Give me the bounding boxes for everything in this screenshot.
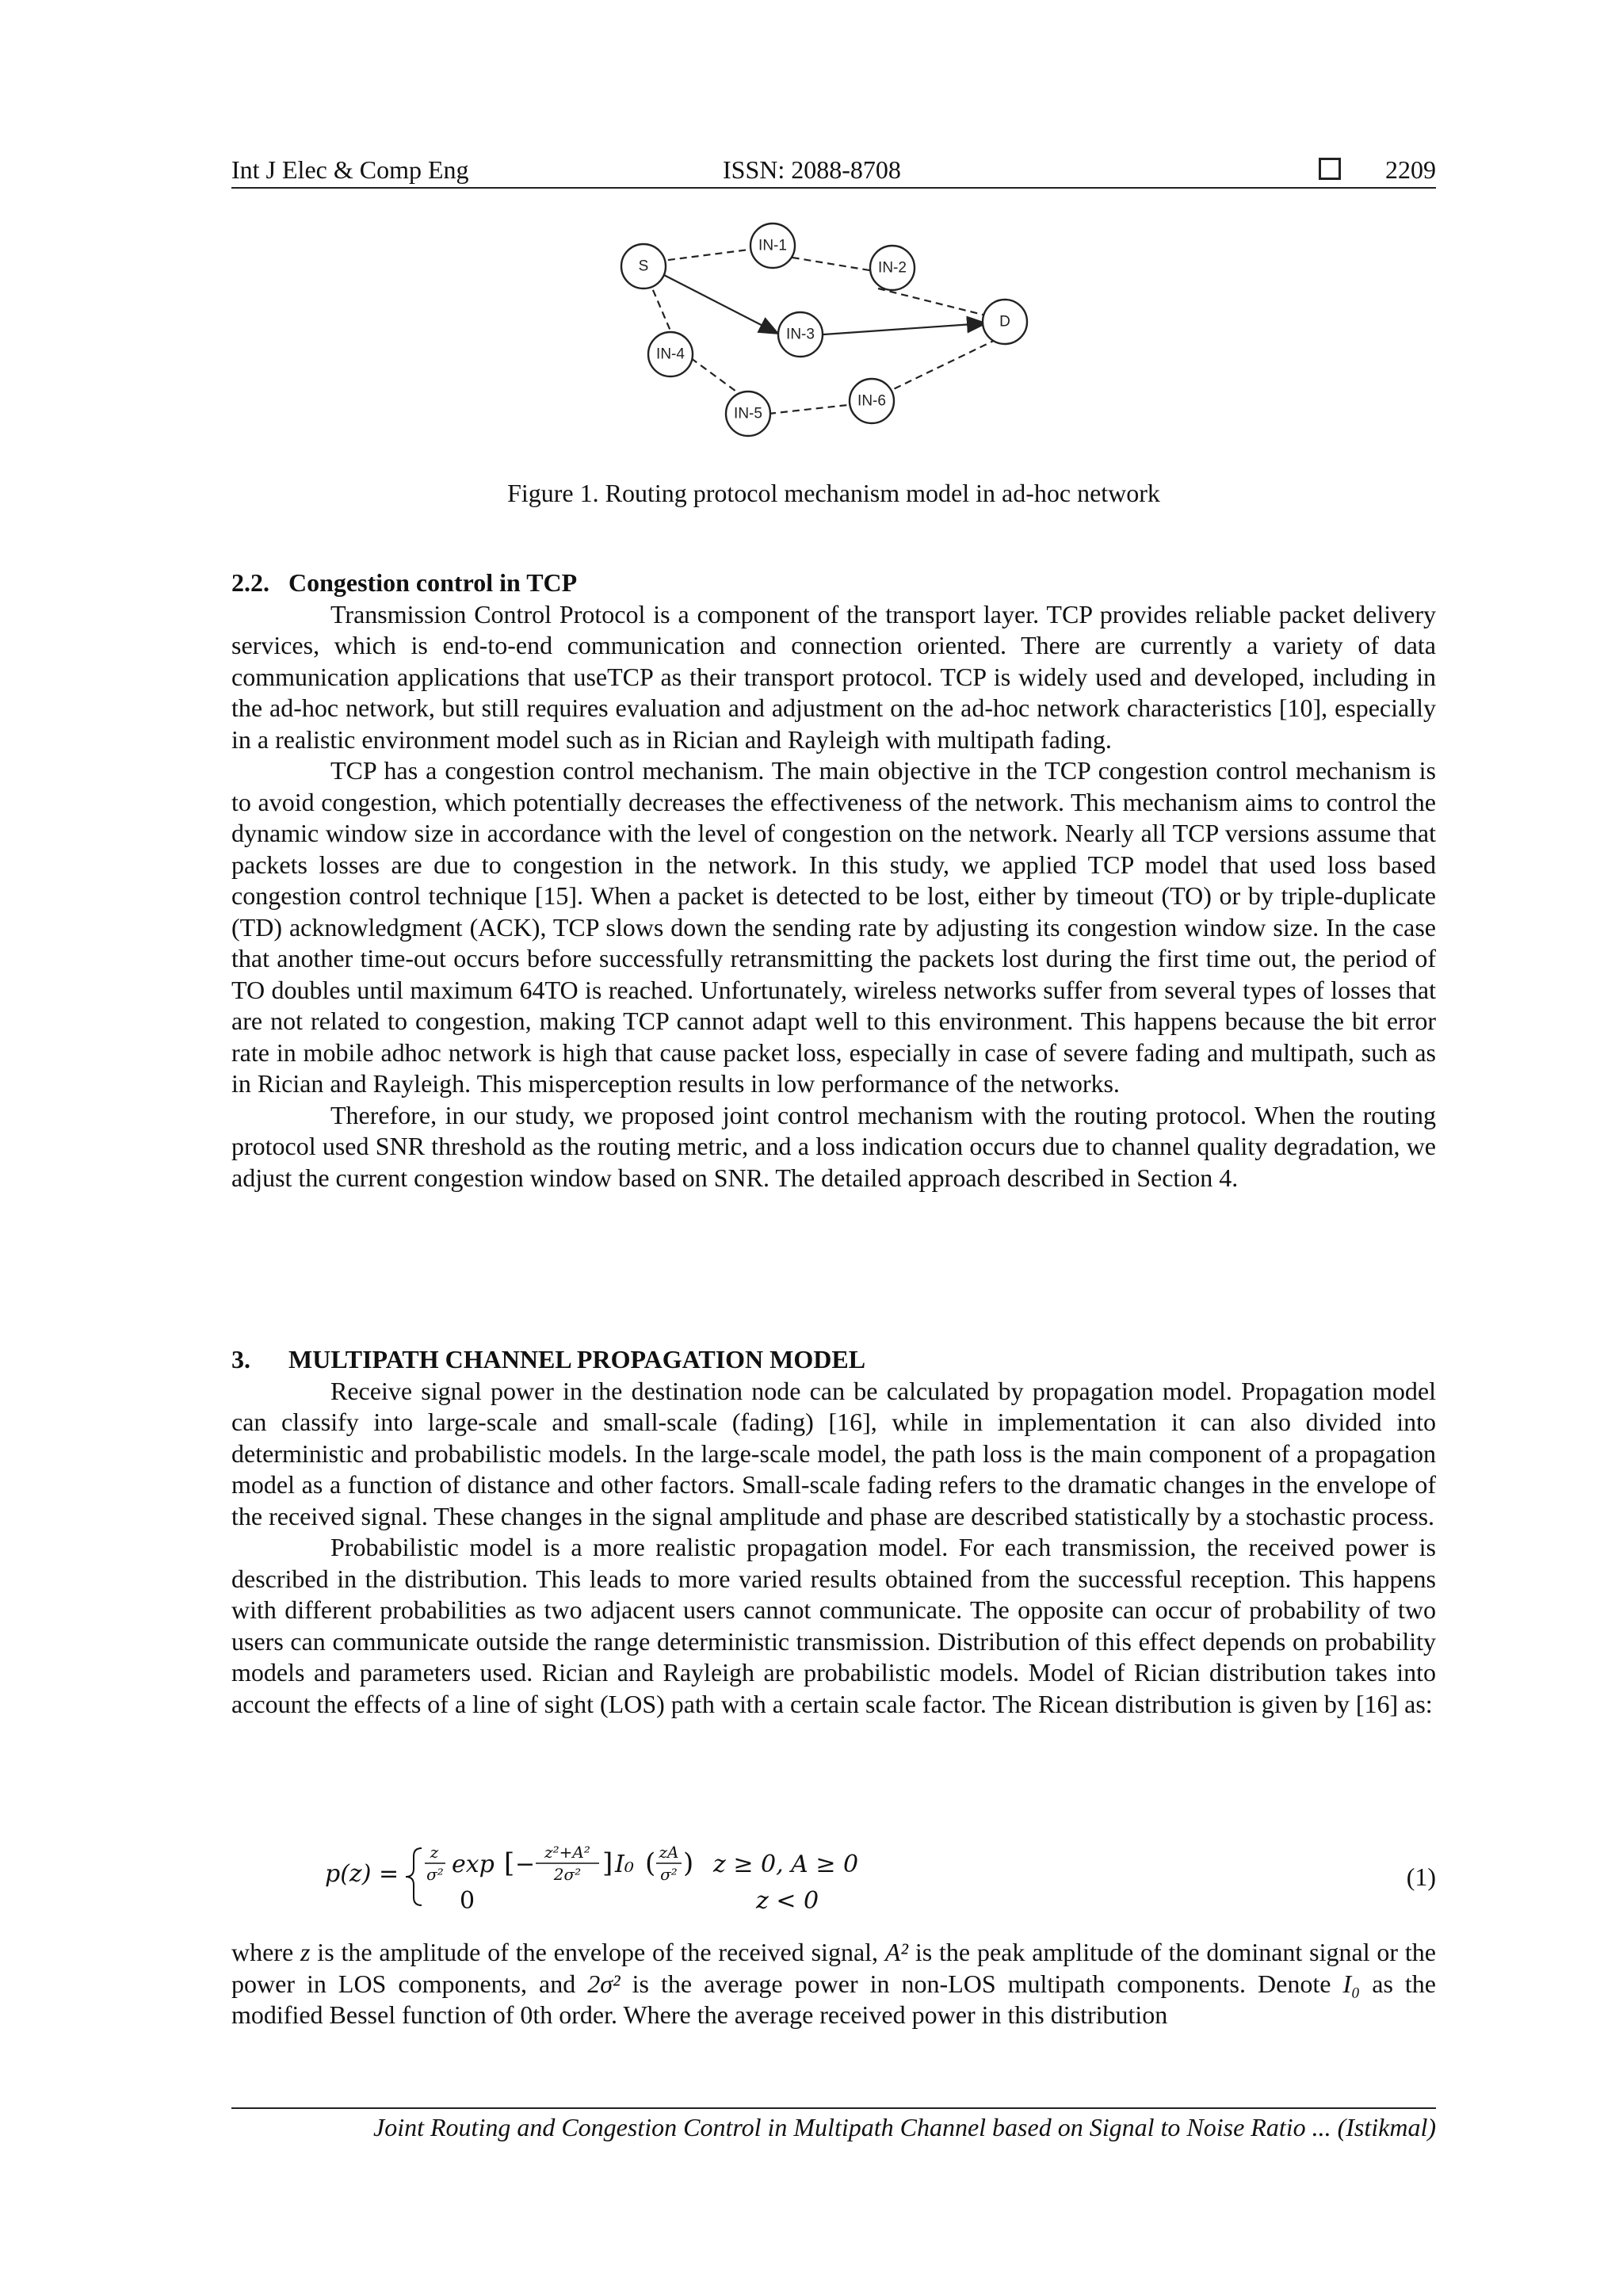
- var-i-zero: I₀: [1342, 1969, 1361, 1998]
- paragraph: Transmission Control Protocol is a component of the transport layer. TCP provides reliable packet delivery services, which is end-to-end communication and connection oriented. There are currently a variety of data communication applications that useTCP as their transport protocol. TCP is widely used and developed, including in the ad-hoc network, but still requires evaluation and adjustment on the ad-hoc network characteristics [10], especially in a realistic environment model such as in Rician and Rayleigh with multipath fading.: [231, 599, 1436, 754]
- edge-in6-d: [884, 338, 999, 394]
- paragraph: where z is the amplitude of the envelope of the received signal, A² is the peak amplitude of the dominant signal or the power in LOS components, and 2σ² is the average power in non-LOS multipath components. Denote I₀ as the modified Bessel function of 0th order. Where the average received power in this distribution: [231, 1938, 1437, 2029]
- node-label-in5: IN-5: [734, 405, 762, 422]
- edge-in2-d: [878, 288, 999, 319]
- eq-case2-condition: z < 0: [756, 1887, 819, 1915]
- journal-name: Int J Elec & Comp Eng: [231, 155, 469, 184]
- svg-text:): ): [683, 1847, 694, 1879]
- edge-in4-in5: [691, 358, 745, 398]
- square-icon: [1319, 158, 1341, 180]
- running-footer: Joint Routing and Congestion Control in Multipath Channel based on Signal to Noise Ratio ... (Istikmal): [373, 2113, 1436, 2141]
- footer-rule: [231, 2107, 1436, 2109]
- node-label-in2: IN-2: [878, 259, 907, 277]
- edge-s-in3: [659, 273, 777, 333]
- node-label-s: S: [638, 258, 649, 275]
- eq-case2-value: 0: [460, 1887, 475, 1915]
- eq-lhs: p(z) =: [325, 1860, 399, 1888]
- eq-exp-num: z²+A²: [544, 1843, 590, 1862]
- section-3-continued: [231, 1937, 1436, 2031]
- eq-exp: exp: [452, 1851, 495, 1878]
- page-number-group: [1319, 155, 1436, 185]
- node-label-in1: IN-1: [758, 237, 787, 254]
- eq-bessel-den: σ²: [660, 1865, 678, 1884]
- equation-number: (1): [1406, 1862, 1436, 1891]
- eq-bessel-num: zA: [659, 1843, 679, 1862]
- svg-text:−: −: [515, 1851, 536, 1878]
- paragraph: Therefore, in our study, we proposed joint control mechanism with the routing protocol. When the routing protocol used SNR threshold as the routing metric, and a loss indication occurs due to channel quality degradation, we adjust the current congestion window based on SNR. The detailed approach described in Section 4.: [231, 1100, 1436, 1192]
- eq-brace: [406, 1848, 422, 1905]
- paragraph: Probabilistic model is a more realistic propagation model. For each transmission, the received power is described in the distribution. This leads to more varied results obtained from the successful reception. This happens with different probabilities as two adjacent users cannot communicate. The opposite can occur of probability of two users can communicate outside the range deterministic transmission. Distribution of this effect depends on probability models and parameters used. Rician and Rayleigh are probabilistic models. Model of Rician distribution takes into account the effects of a line of sight (LOS) path with a certain scale factor. The Ricean distribution is given by [16] as:: [231, 1533, 1436, 1718]
- edge-in5-in6: [769, 403, 862, 414]
- page-number: 2209: [1385, 155, 1436, 184]
- issn: ISSN: 2088-8708: [723, 155, 901, 184]
- paragraph: TCP has a congestion control mechanism. The main objective in the TCP congestion control mechanism is to avoid congestion, which potentially decreases the effectiveness of the network. This mechanism aims to control the dynamic window size in accordance with the level of congestion on the network. Nearly all TCP versions assume that packets losses are due to congestion in the network. In this study, we applied TCP model that used loss based congestion control technique [15]. When a packet is detected to be lost, either by timeout (TO) or by triple-duplicate (TD) acknowledgment (ACK), TCP slows down the sending rate by adjusting its congestion window size. In the case that another time-out occurs before successfully retransmitting the packets lost during the first time out, the period of TO doubles until maximum 64TO is reached. Unfortunately, wireless networks suffer from several types of losses that are not related to congestion, making TCP cannot adapt well to this environment. This happens because the bit error rate in mobile adhoc network is high that cause packet loss, especially in case of severe fading and multipath, such as in Rician and Rayleigh. This misperception results in low performance of the networks.: [231, 756, 1436, 1098]
- var-two-sigma-squared: 2σ²: [587, 1969, 621, 1998]
- svg-text:[: [: [504, 1847, 515, 1879]
- section-3: [231, 1344, 1436, 1720]
- svg-text:(: (: [645, 1847, 656, 1879]
- figure-caption: Figure 1. Routing protocol mechanism model in ad-hoc network: [507, 479, 1160, 507]
- eq-exp-den: 2σ²: [553, 1865, 582, 1884]
- edge-in3-d: [800, 323, 984, 336]
- eq-case1-condition: z ≥ 0, A ≥ 0: [713, 1851, 859, 1878]
- svg-text:]: ]: [602, 1847, 613, 1879]
- eq-frac1-num: z: [430, 1843, 439, 1862]
- section-heading: 3. MULTIPATH CHANNEL PROPAGATION MODEL: [231, 1345, 866, 1373]
- node-label-d: D: [999, 313, 1010, 330]
- eq-frac1-den: σ²: [426, 1865, 444, 1884]
- section-heading: 2.2. Congestion control in TCP: [231, 568, 578, 597]
- running-header: [231, 152, 1436, 189]
- node-label-in4: IN-4: [656, 346, 685, 363]
- node-label-in6: IN-6: [857, 392, 886, 410]
- var-z: z: [300, 1938, 311, 1966]
- paragraph: Receive signal power in the destination node can be calculated by propagation model. Propagation model can classify into large-scale and small-scale (fading) [16], while in implementation it can also divided into deterministic and probabilistic models. In the large-scale model, the path loss is the main component of a propagation model as a function of distance and other factors. Small-scale fading refers to the dramatic changes in the envelope of the received signal. These changes in the signal amplitude and phase are described statistically by a stochastic process.: [231, 1376, 1436, 1530]
- routing-diagram: [610, 216, 1054, 453]
- node-label-in3: IN-3: [786, 326, 815, 343]
- equation-1: [325, 1837, 1436, 1916]
- section-2-2: [231, 567, 1436, 1194]
- var-a-squared: A²: [884, 1938, 909, 1966]
- eq-bessel: I₀: [615, 1851, 634, 1878]
